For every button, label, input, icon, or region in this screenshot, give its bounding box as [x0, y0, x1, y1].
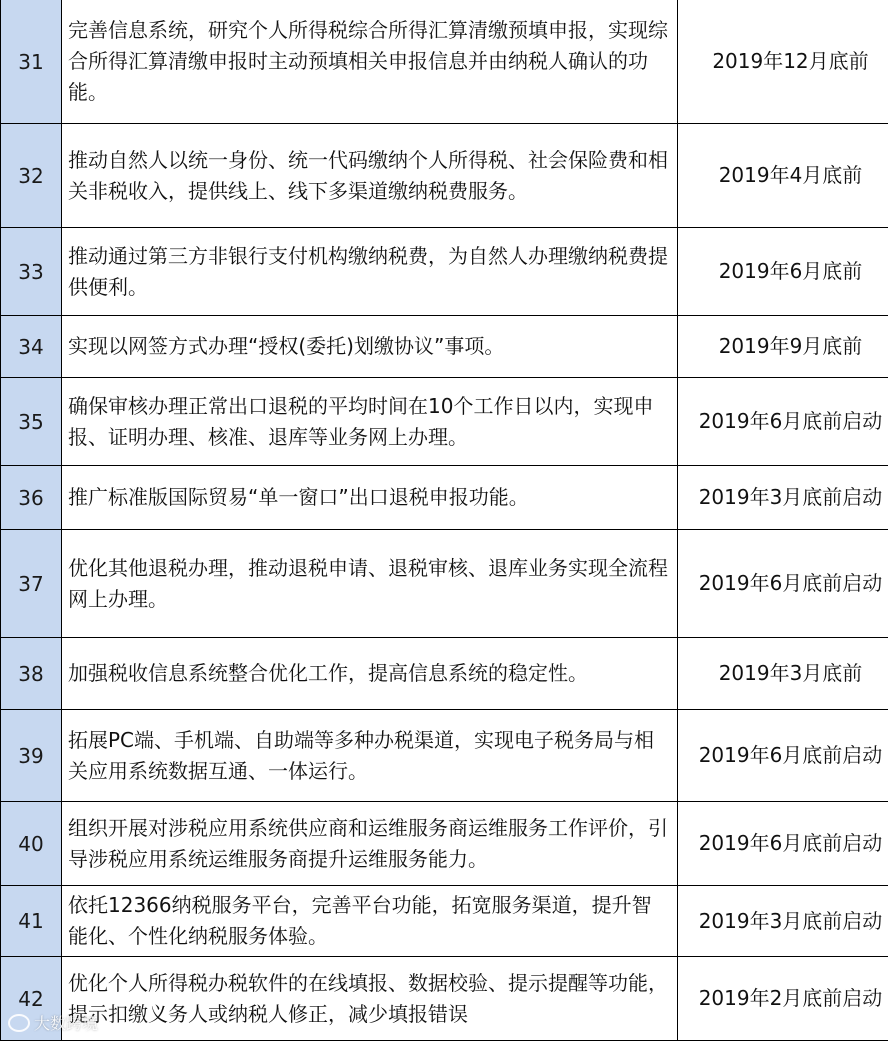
- task-deadline: 2019年6月底前启动: [678, 802, 888, 886]
- row-number: 42: [1, 957, 62, 1041]
- task-deadline: 2019年6月底前启动: [678, 378, 888, 466]
- task-deadline: 2019年3月底前启动: [678, 466, 888, 530]
- task-description: 确保审核办理正常出口退税的平均时间在10个工作日以内，实现申报、证明办理、核准、退库等业务网上办理。: [62, 378, 678, 466]
- task-deadline: 2019年3月底前启动: [678, 886, 888, 957]
- task-deadline: 2019年6月底前启动: [678, 530, 888, 638]
- task-description: 实现以网签方式办理“授权(委托)划缴协议”事项。: [62, 316, 678, 378]
- task-deadline: 2019年6月底前: [678, 228, 888, 316]
- table-row: [1, 957, 888, 1041]
- table-row: [1, 0, 888, 124]
- row-number: 31: [1, 0, 62, 124]
- task-description: 推动通过第三方非银行支付机构缴纳税费，为自然人办理缴纳税费提供便利。: [62, 228, 678, 316]
- task-description: 拓展PC端、手机端、自助端等多种办税渠道，实现电子税务局与相关应用系统数据互通、一体运行。: [62, 710, 678, 802]
- task-description: 完善信息系统，研究个人所得税综合所得汇算清缴预填申报，实现综合所得汇算清缴申报时主动预填相关申报信息并由纳税人确认的功能。: [62, 0, 678, 124]
- table-row: [1, 886, 888, 957]
- task-deadline: 2019年2月底前启动: [678, 957, 888, 1041]
- watermark-text: 大数跨境: [34, 1011, 98, 1034]
- table-row: [1, 466, 888, 530]
- watermark: [8, 1011, 98, 1034]
- row-number: 39: [1, 710, 62, 802]
- row-number: 37: [1, 530, 62, 638]
- table-row: [1, 710, 888, 802]
- table-row: [1, 802, 888, 886]
- task-description: 加强税收信息系统整合优化工作，提高信息系统的稳定性。: [62, 638, 678, 710]
- brand-logo-icon: [8, 1014, 30, 1032]
- table-row: [1, 378, 888, 466]
- task-deadline: 2019年9月底前: [678, 316, 888, 378]
- table-row: [1, 316, 888, 378]
- task-description: 组织开展对涉税应用系统供应商和运维服务商运维服务工作评价，引导涉税应用系统运维服务商提升运维服务能力。: [62, 802, 678, 886]
- task-deadline: 2019年12月底前: [678, 0, 888, 124]
- row-number: 40: [1, 802, 62, 886]
- row-number: 33: [1, 228, 62, 316]
- task-deadline: 2019年6月底前启动: [678, 710, 888, 802]
- task-description: 优化其他退税办理，推动退税申请、退税审核、退库业务实现全流程网上办理。: [62, 530, 678, 638]
- task-description: 优化个人所得税办税软件的在线填报、数据校验、提示提醒等功能，提示扣缴义务人或纳税人修正，减少填报错误: [62, 957, 678, 1041]
- table-row: [1, 638, 888, 710]
- task-description: 依托12366纳税服务平台，完善平台功能，拓宽服务渠道，提升智能化、个性化纳税服务体验。: [62, 886, 678, 957]
- task-description: 推广标准版国际贸易“单一窗口”出口退税申报功能。: [62, 466, 678, 530]
- task-deadline: 2019年3月底前: [678, 638, 888, 710]
- task-description: 推动自然人以统一身份、统一代码缴纳个人所得税、社会保险费和相关非税收入，提供线上、线下多渠道缴纳税费服务。: [62, 124, 678, 228]
- table-row: [1, 530, 888, 638]
- row-number: 35: [1, 378, 62, 466]
- row-number: 32: [1, 124, 62, 228]
- table-row: [1, 124, 888, 228]
- row-number: 36: [1, 466, 62, 530]
- table-row: [1, 228, 888, 316]
- row-number: 41: [1, 886, 62, 957]
- row-number: 34: [1, 316, 62, 378]
- task-deadline: 2019年4月底前: [678, 124, 888, 228]
- row-number: 38: [1, 638, 62, 710]
